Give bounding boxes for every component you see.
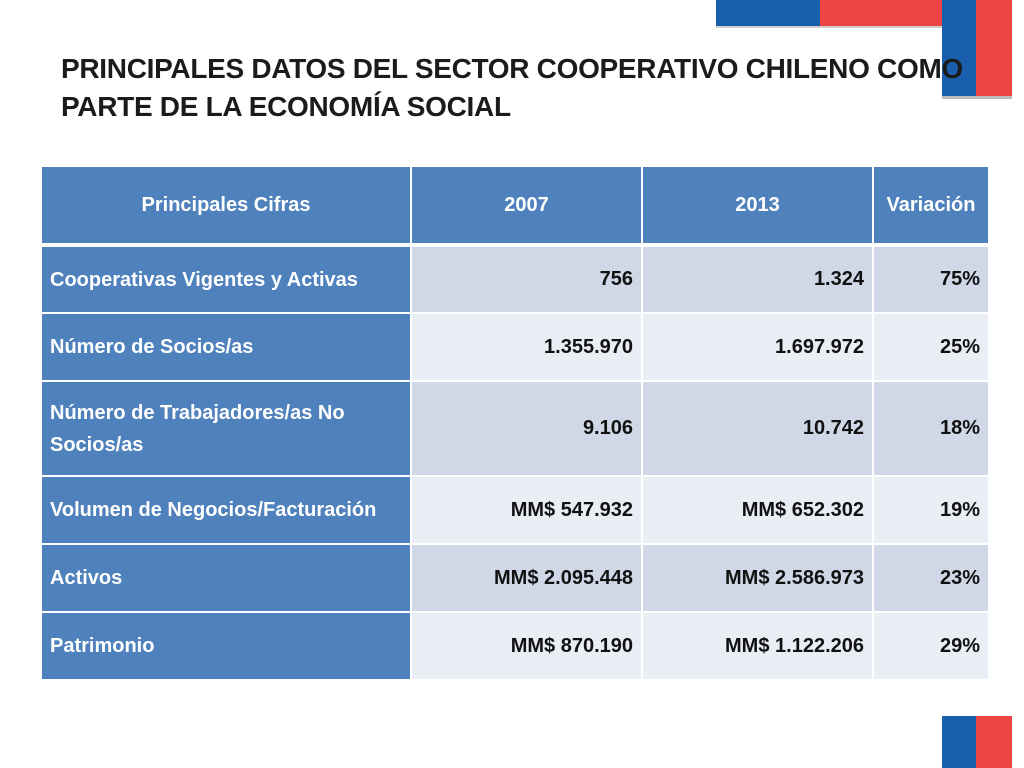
brand-bar-blue-top — [716, 0, 820, 26]
cell-2007: MM$ 2.095.448 — [411, 544, 642, 612]
row-label: Patrimonio — [41, 612, 411, 680]
header-2007: 2007 — [411, 166, 642, 245]
cell-2013: MM$ 652.302 — [642, 476, 873, 544]
row-label: Cooperativas Vigentes y Activas — [41, 245, 411, 313]
page-title — [61, 50, 971, 126]
brand-block-red-bottom — [976, 716, 1012, 768]
header-variacion: Variación — [873, 166, 989, 245]
page-title-line-2: PARTE DE LA ECONOMÍA SOCIAL — [61, 91, 511, 122]
cell-2007: 756 — [411, 245, 642, 313]
cell-2007: 9.106 — [411, 381, 642, 476]
cell-variacion: 23% — [873, 544, 989, 612]
cell-2007: MM$ 870.190 — [411, 612, 642, 680]
header-principales-cifras: Principales Cifras — [41, 166, 411, 245]
header-2013: 2013 — [642, 166, 873, 245]
row-label: Activos — [41, 544, 411, 612]
cell-2007: MM$ 547.932 — [411, 476, 642, 544]
cell-2007: 1.355.970 — [411, 313, 642, 381]
cell-variacion: 29% — [873, 612, 989, 680]
cell-2013: 1.697.972 — [642, 313, 873, 381]
brand-bar-divider — [716, 26, 968, 28]
table-row — [41, 612, 989, 680]
cooperative-data-table — [40, 165, 990, 681]
table-row — [41, 544, 989, 612]
cell-variacion: 19% — [873, 476, 989, 544]
cell-2013: 1.324 — [642, 245, 873, 313]
table-row — [41, 313, 989, 381]
brand-block-red-side — [976, 0, 1012, 96]
row-label: Número de Socios/as — [41, 313, 411, 381]
cell-variacion: 25% — [873, 313, 989, 381]
cell-variacion: 18% — [873, 381, 989, 476]
page-title-line-1: PRINCIPALES DATOS DEL SECTOR COOPERATIVO CHILENO COMO — [61, 53, 963, 84]
row-label: Volumen de Negocios/Facturación — [41, 476, 411, 544]
cell-2013: MM$ 1.122.206 — [642, 612, 873, 680]
table-header-row — [41, 166, 989, 245]
row-label: Número de Trabajadores/as No Socios/as — [41, 381, 411, 476]
cell-2013: MM$ 2.586.973 — [642, 544, 873, 612]
cell-variacion: 75% — [873, 245, 989, 313]
table-row — [41, 476, 989, 544]
brand-block-blue-bottom — [942, 716, 976, 768]
cell-2013: 10.742 — [642, 381, 873, 476]
table-row — [41, 245, 989, 313]
table-row — [41, 381, 989, 476]
